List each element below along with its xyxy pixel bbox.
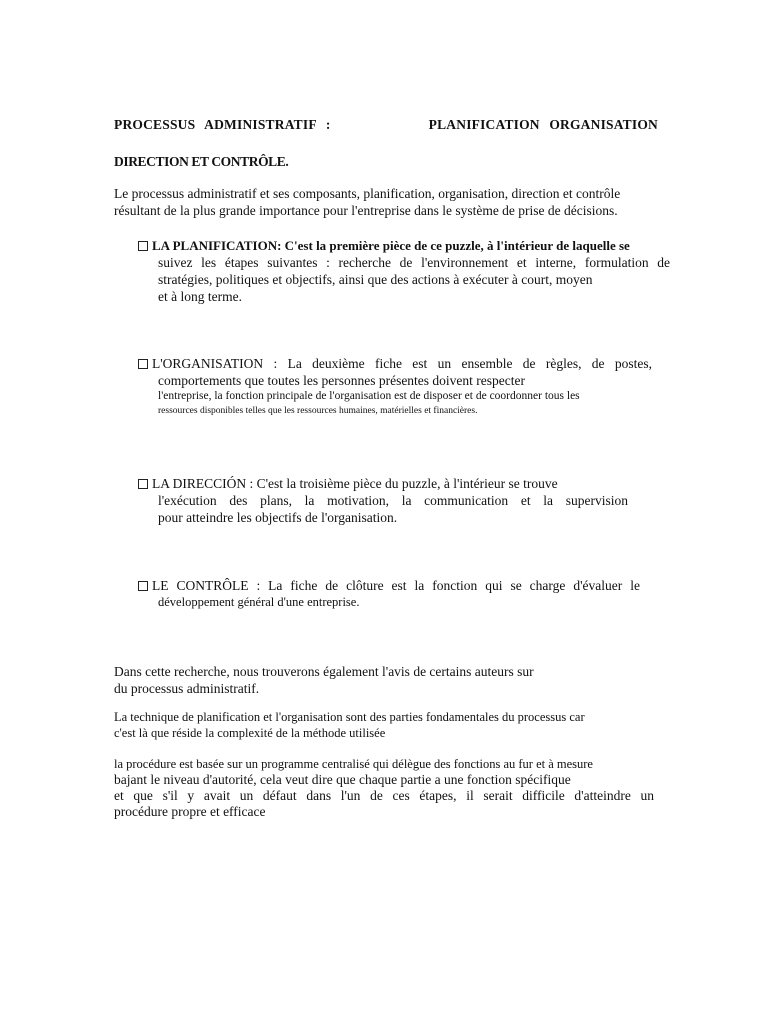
section-first-line: L'ORGANISATION : La deuxième fiche est un ensemble de règles, de postes,	[152, 356, 652, 371]
closing-line: La technique de planification et l'organisation sont des parties fondamentales du processus car	[114, 710, 585, 724]
square-bullet-icon	[138, 479, 148, 489]
square-bullet-icon	[138, 241, 148, 251]
closing-line: c'est là que réside la complexité de la méthode utilisée	[114, 726, 386, 740]
section-first-line: LE CONTRÔLE : La fiche de clôture est la fonction qui se charge d'évaluer le	[152, 578, 640, 593]
section-line: et à long terme.	[158, 289, 242, 304]
section-line: comportements que toutes les personnes présentes doivent respecter	[158, 373, 526, 388]
closing-paragraph-3	[114, 756, 654, 820]
closing-line: la procédure est basée sur un programme centralisé qui délègue des fonctions au fur et à mesure	[114, 757, 593, 771]
closing-line: du processus administratif.	[114, 681, 260, 696]
intro-line-2: résultant de la plus grande importance pour l'entreprise dans le système de prise de décisions.	[114, 203, 618, 218]
closing-line: Dans cette recherche, nous trouverons également l'avis de certains auteurs sur	[114, 664, 534, 679]
section-line: pour atteindre les objectifs de l'organisation.	[158, 510, 398, 525]
title-part-1: PROCESSUS ADMINISTRATIF :	[114, 117, 331, 132]
closing-line: procédure propre et efficace	[114, 804, 266, 819]
closing-paragraph-2	[114, 709, 654, 741]
intro-paragraph	[114, 185, 654, 219]
section-line: l'entreprise, la fonction principale de l'organisation est de disposer et de coordonner tous les	[158, 390, 580, 402]
closing-line: bajant le niveau d'autorité, cela veut dire que chaque partie a une fonction spécifique	[114, 772, 571, 787]
title-part-2: PLANIFICATION ORGANISATION	[428, 117, 658, 132]
section-line: l'exécution des plans, la motivation, la communication et la supervision	[158, 493, 628, 508]
section-line: développement général d'une entreprise.	[158, 595, 360, 609]
section-first-line: LA DIRECCIÓN : C'est la troisième pièce du puzzle, à l'intérieur se trouve	[152, 476, 558, 491]
closing-paragraph-1	[114, 663, 654, 697]
section-line: ressources disponibles telles que les ressources humaines, matérielles et financières.	[158, 406, 478, 416]
section-direccion	[138, 475, 670, 526]
closing-line: et que s'il y avait un défaut dans l'un de ces étapes, il serait difficile d'atteindre un	[114, 788, 654, 803]
document-title-line-2: DIRECTION ET CONTRÔLE.	[114, 154, 289, 169]
section-organisation	[138, 355, 670, 418]
square-bullet-icon	[138, 359, 148, 369]
section-planification	[138, 237, 670, 305]
section-line: stratégies, politiques et objectifs, ainsi que des actions à exécuter à court, moyen	[158, 272, 593, 287]
section-line: suivez les étapes suivantes : recherche de l'environnement et interne, formulation de	[158, 255, 670, 270]
section-first-line: LA PLANIFICATION: C'est la première pièce de ce puzzle, à l'intérieur de laquelle se	[152, 238, 630, 253]
square-bullet-icon	[138, 581, 148, 591]
document-title	[114, 117, 658, 133]
section-controle	[138, 577, 670, 611]
intro-line-1: Le processus administratif et ses composants, planification, organisation, direction et contrôle	[114, 186, 621, 201]
